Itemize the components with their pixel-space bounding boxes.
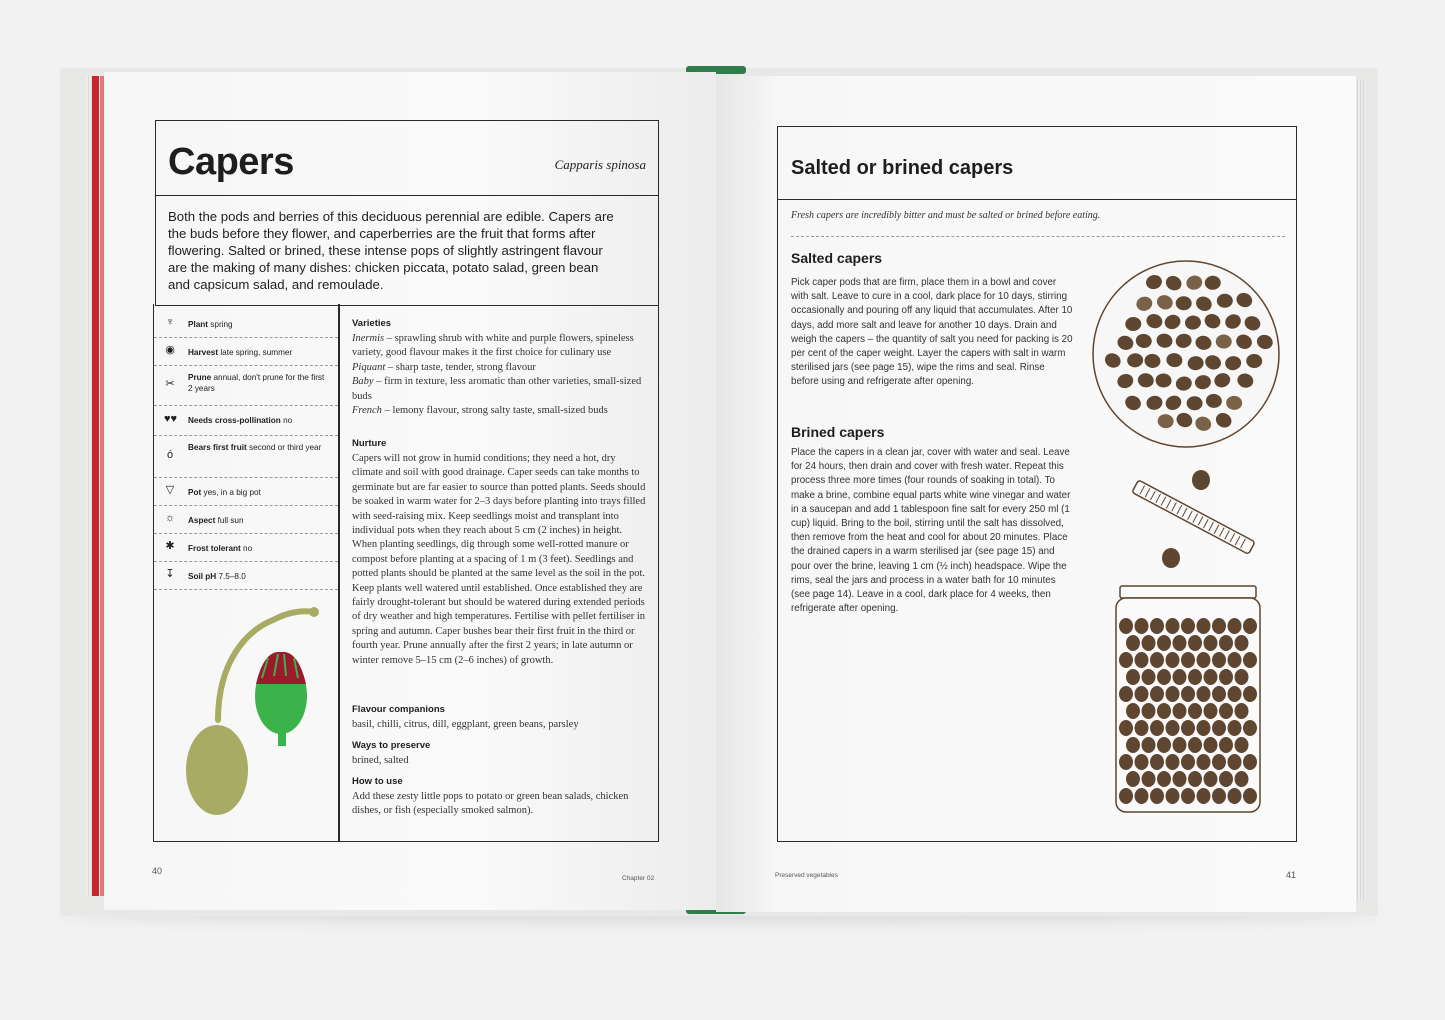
varieties-section [352, 318, 647, 418]
fact-value: no [240, 544, 253, 553]
fact-text [188, 372, 328, 394]
brined-caper [1243, 720, 1257, 736]
brined-caper [1150, 652, 1164, 668]
lead-text: Fresh capers are incredibly bitter and must be salted or brined before eating. [791, 210, 1101, 221]
fact-label: Needs cross-pollination [188, 416, 281, 425]
companions-text: basil, chilli, citrus, dill, eggplant, green beans, parsley [352, 719, 579, 730]
brined-caper [1188, 635, 1202, 651]
brined-caper [1150, 788, 1164, 804]
variety-item [352, 361, 647, 375]
brined-caper [1197, 686, 1211, 702]
stem-tip [309, 607, 319, 617]
page-title: Capers [168, 141, 294, 183]
page-number-left: 40 [152, 866, 163, 876]
right-page-title: Salted or brined capers [791, 157, 1014, 179]
brined-caper [1212, 754, 1226, 770]
brined-caper [1173, 737, 1187, 753]
brined-caper [1219, 669, 1233, 685]
fact-label: Pot [188, 488, 202, 497]
brined-caper [1142, 703, 1156, 719]
fruit-icon: ó [166, 449, 174, 461]
brined-caper [1126, 737, 1140, 753]
fact-label: Frost tolerant [188, 544, 241, 553]
brined-caper [1235, 703, 1249, 719]
preserve-heading: Ways to preserve [352, 740, 431, 751]
variety-description: – sharp taste, tender, strong flavour [385, 361, 536, 373]
fact-label: Plant [188, 320, 209, 329]
brined-caper [1173, 669, 1187, 685]
column-divider [338, 304, 340, 842]
caperberry-pod [186, 725, 248, 815]
brined-caper [1142, 737, 1156, 753]
fact-value: late spring, summer [218, 348, 293, 357]
pollination-icon: ♥♥ [164, 413, 178, 425]
brined-caper [1135, 754, 1149, 770]
variety-item [352, 332, 647, 361]
fact-row [154, 436, 338, 478]
brined-caper [1212, 652, 1226, 668]
brined-caper [1119, 618, 1133, 634]
brined-caper [1228, 720, 1242, 736]
pot-icon: ▽ [165, 484, 175, 496]
howto-text: Add these zesty little pops to potato or green bean salads, chicken dishes, or fish (especially smoked salmon). [352, 791, 629, 817]
brined-caper [1243, 754, 1257, 770]
brined-caper [1142, 669, 1156, 685]
brined-caper [1157, 737, 1171, 753]
brined-caper [1181, 618, 1195, 634]
brined-caper [1119, 686, 1133, 702]
fact-text [188, 571, 328, 582]
nurture-section [352, 438, 647, 668]
brined-caper [1204, 737, 1218, 753]
brined-caper [1188, 703, 1202, 719]
brined-caper [1150, 754, 1164, 770]
frost-icon: ✱ [165, 540, 175, 552]
brined-caper [1197, 720, 1211, 736]
chapter-footer: Chapter 02 [622, 875, 655, 882]
variety-description: – lemony flavour, strong salty taste, small-sized buds [381, 405, 608, 417]
fact-value: no [280, 416, 293, 425]
brined-caper [1126, 635, 1140, 651]
brined-caper [1173, 635, 1187, 651]
brined-caper [1204, 703, 1218, 719]
fact-label: Prune [188, 373, 212, 382]
fact-label: Bears first fruit [188, 443, 247, 452]
companions-section [352, 704, 647, 732]
fact-text [188, 515, 328, 526]
brined-caper [1235, 771, 1249, 787]
fact-text [188, 442, 328, 453]
bookmark-ribbon [92, 76, 99, 896]
brined-caper [1228, 754, 1242, 770]
fact-value: spring [208, 320, 233, 329]
brined-caper [1157, 669, 1171, 685]
brined-caper [1228, 686, 1242, 702]
brined-caper [1197, 618, 1211, 634]
fact-text [188, 415, 328, 426]
fact-row [154, 506, 338, 534]
fact-row [154, 310, 338, 338]
caper-illustration [178, 600, 328, 820]
fact-row [154, 478, 338, 506]
brined-caper [1166, 686, 1180, 702]
fact-text [188, 543, 328, 554]
brined-caper [1181, 652, 1195, 668]
fact-text [188, 319, 328, 330]
brined-caper [1188, 737, 1202, 753]
howto-section [352, 776, 647, 819]
brined-caper [1181, 788, 1195, 804]
fact-label: Soil pH [188, 572, 217, 581]
brined-caper [1181, 720, 1195, 736]
variety-description: – firm in texture, less aromatic than other varieties, small-sized buds [352, 376, 642, 402]
brined-caper [1126, 703, 1140, 719]
brined-caper [1243, 788, 1257, 804]
sun-icon: ☼ [164, 512, 176, 524]
soil-ph-icon: ↧ [165, 568, 175, 580]
fact-label: Harvest [188, 348, 219, 357]
section-footer: Preserved vegetables [775, 872, 838, 879]
preserve-text: brined, salted [352, 755, 409, 766]
fact-row [154, 562, 338, 590]
fact-value: annual, don't prune for the first 2 years [188, 373, 325, 393]
salted-heading: Salted capers [791, 250, 883, 266]
brined-caper [1157, 635, 1171, 651]
page-number-right: 41 [1286, 870, 1297, 880]
right-title-box [777, 126, 1297, 200]
brined-caper [1119, 720, 1133, 736]
sprout-icon: ♆ [165, 316, 175, 328]
variety-item [352, 375, 647, 404]
nurture-text: Capers will not grow in humid conditions; they need a hot, dry climate and soil with good drainage. Caper seeds can take months to germinate but are far easier to source than potted plants. Seeds should be soaked in warm water for 2–3 days before planting into trays filled with seed-raising mix. Keep seedlings moist and transplant into individual pots when they reach about 5 cm (2 inches) in height. When planting seedlings, dig through some well-rotted manure or compost before planting at a spacing of 1 m (3 feet). Seedlings and potted plants should be planted at the same level as the soil in the pot. Keep plants well watered until established. Once established they are fairly drought-tolerant but should be watered during extended periods of dry weather and high temperatures. Fertilise with pellet fertiliser in spring and autumn. Caper bushes bear their first fruit in the third or fourth year. Prune annually after the first 2 years; in late autumn or winter remove 5–15 cm (2–6 inches) of growth. [352, 453, 646, 666]
salted-caper [1217, 294, 1233, 308]
fact-row [154, 338, 338, 366]
caper-bud-top [256, 652, 306, 684]
brined-caper [1166, 788, 1180, 804]
brined-caper [1119, 788, 1133, 804]
right-body-box [777, 198, 1297, 842]
brined-caper [1150, 720, 1164, 736]
brined-caper [1228, 788, 1242, 804]
brined-caper [1119, 652, 1133, 668]
variety-name: Inermis [352, 333, 385, 344]
salted-capers-bowl-illustration [1090, 258, 1282, 450]
brined-caper [1212, 720, 1226, 736]
brined-capers-jar-illustration [1114, 584, 1262, 816]
brined-text: Place the capers in a clean jar, cover with water and seal. Leave for 24 hours, then drain and cover with fresh water. Repeat this process three more times (four rounds of soaking in total). To make a brine, combine equal parts white wine vinegar and water in a saucepan and add 1 tablespoon fine salt for every 250 ml (1 cup) liquid. Bring to the boil, stirring until the salt has dissolved, then remove from the heat and cool for about 20 minutes. Place the drained capers in a warm sterilised jar (see page 15) and pour over the brine, leaving 1 cm (½ inch) headspace. Wipe the rims, seal the jars and process in a water bath for 10 minutes (see page 14). Leave in a cool, dark place for 4 weeks, then refrigerate after opening. [791, 447, 1071, 615]
varieties-heading: Varieties [352, 318, 392, 329]
variety-name: Piquant [352, 361, 386, 373]
varieties-list [352, 332, 647, 418]
fact-text [188, 347, 328, 358]
brined-caper [1228, 618, 1242, 634]
salted-text: Pick caper pods that are firm, place them in a bowl and cover with salt. Leave to cure in a cool, dark place for 10 days, stirring occasionally and pouring off any liquid that accumulates. After 10 days, add more salt and leave for another 10 days. Drain and weigh the capers – the quantity of salt you need for packing is 20 per cent of the caper weight. Layer the capers with salt in warm sterilised jars (see page 15), wipe the rims and seal. Rinse before using and refrigerate after opening. [791, 277, 1073, 388]
brined-caper [1157, 771, 1171, 787]
brined-caper [1197, 652, 1211, 668]
brined-caper [1219, 737, 1233, 753]
brined-caper [1126, 669, 1140, 685]
brined-caper [1142, 771, 1156, 787]
brined-caper [1173, 703, 1187, 719]
brined-caper [1228, 652, 1242, 668]
brined-caper [1204, 669, 1218, 685]
harvest-icon: ◉ [165, 344, 175, 356]
dashed-divider [791, 236, 1285, 237]
brined-caper [1197, 754, 1211, 770]
companions-heading: Flavour companions [352, 704, 445, 715]
fact-value: 7.5–8.0 [216, 572, 246, 581]
brined-caper [1119, 754, 1133, 770]
falling-caper [1192, 470, 1210, 490]
facts-box [153, 304, 659, 842]
brined-caper [1166, 652, 1180, 668]
preserve-section [352, 740, 647, 768]
brined-caper [1135, 788, 1149, 804]
brined-caper [1235, 635, 1249, 651]
brined-caper [1150, 686, 1164, 702]
brined-caper [1219, 703, 1233, 719]
brined-caper [1243, 652, 1257, 668]
brined-heading: Brined capers [791, 424, 885, 440]
salt-spoon [1132, 480, 1255, 554]
variety-name: French [352, 405, 382, 417]
brined-caper [1181, 754, 1195, 770]
variety-item [352, 404, 647, 418]
brined-caper [1197, 788, 1211, 804]
latin-name: Capparis spinosa [554, 157, 646, 172]
brined-caper [1219, 635, 1233, 651]
brined-caper [1135, 618, 1149, 634]
fact-label: Aspect [188, 516, 216, 525]
brined-caper [1243, 618, 1257, 634]
brined-caper [1135, 686, 1149, 702]
brined-caper [1212, 686, 1226, 702]
secateurs-icon: ✂ [165, 378, 175, 390]
brined-caper [1135, 652, 1149, 668]
brined-caper [1181, 686, 1195, 702]
brined-caper [1188, 669, 1202, 685]
variety-name: Baby [352, 376, 374, 388]
brined-caper [1188, 771, 1202, 787]
brined-caper [1212, 788, 1226, 804]
howto-heading: How to use [352, 776, 403, 787]
brined-caper [1235, 669, 1249, 685]
brined-caper [1166, 618, 1180, 634]
intro-text: Both the pods and berries of this deciduous perennial are edible. Capers are the buds before they flower, and caperberries are the fruit that forms after flowering. Salted or brined, these intense pops of slightly astringent flavour are the making of many dishes: chicken piccata, potato salad, green bean and capsicum salad, and remoulade. [168, 209, 614, 292]
brined-caper [1243, 686, 1257, 702]
brined-caper [1204, 771, 1218, 787]
jar-lid [1120, 586, 1256, 598]
brined-caper [1166, 720, 1180, 736]
brined-caper [1219, 771, 1233, 787]
nurture-heading: Nurture [352, 438, 387, 449]
fact-value: second or third year [246, 443, 322, 452]
brined-caper [1135, 720, 1149, 736]
brined-caper [1212, 618, 1226, 634]
brined-caper [1166, 754, 1180, 770]
brined-caper [1235, 737, 1249, 753]
fact-row [154, 366, 338, 406]
fact-row [154, 406, 338, 436]
variety-description: – sprawling shrub with white and purple flowers, spineless variety, good flavour makes it the first choice for culinary use [352, 333, 634, 359]
intro-box [155, 194, 659, 306]
caper-bud-stalk [278, 730, 286, 746]
fact-text [188, 487, 328, 498]
brined-caper [1150, 618, 1164, 634]
brined-caper [1126, 771, 1140, 787]
brined-caper [1173, 771, 1187, 787]
brined-caper [1157, 703, 1171, 719]
fact-value: yes, in a big pot [201, 488, 261, 497]
fact-value: full sun [215, 516, 244, 525]
brined-caper [1142, 635, 1156, 651]
falling-caper [1162, 548, 1180, 568]
title-box [155, 120, 659, 196]
fact-row [154, 534, 338, 562]
brined-caper [1204, 635, 1218, 651]
